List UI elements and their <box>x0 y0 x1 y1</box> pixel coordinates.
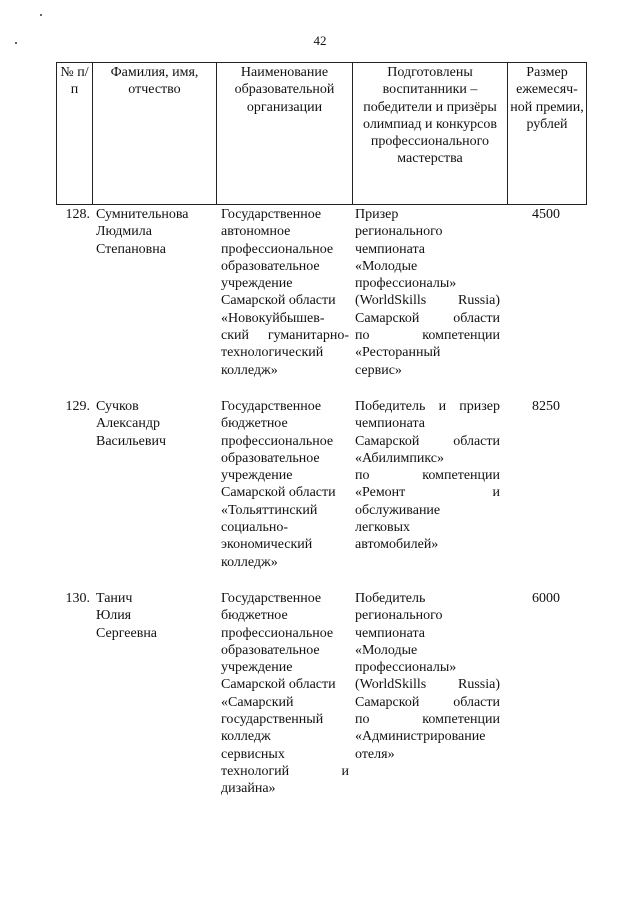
organization-name <box>221 590 349 798</box>
text-line: учреждение <box>221 276 293 292</box>
text-line: Сергеевна <box>96 625 158 641</box>
text-line: профессиональное <box>221 433 334 449</box>
text-line: Победитель <box>355 591 426 606</box>
text-line: «Молодые <box>355 642 418 658</box>
text-line: учреждение <box>221 468 293 484</box>
person-name <box>96 206 216 258</box>
column-header-achievement: Подготовлены воспитанники – победители и призёры олимпиад и конкурсов профессионального мастерства <box>353 63 508 205</box>
text-line: колледж <box>221 729 271 745</box>
text-line: Государственное <box>221 591 322 606</box>
text-line: Самарской области <box>355 310 500 326</box>
text-line: Победитель и призер <box>355 399 500 414</box>
text-line: экономический <box>221 537 313 553</box>
text-line: (WorldSkills Russia) <box>355 677 500 693</box>
text-line: сервис» <box>355 362 402 378</box>
text-line: образовательное <box>221 642 320 658</box>
text-line: «Ресторанный <box>355 345 441 361</box>
bonus-amount: 8250 <box>532 399 560 414</box>
text-line: социально- <box>221 520 289 536</box>
column-header-name: Фамилия, имя, отчество <box>93 63 217 205</box>
achievement-text <box>355 398 500 554</box>
text-line: ский гуманитарно- <box>221 328 349 344</box>
text-line: по компетенции <box>355 468 500 484</box>
text-line: Государственное <box>221 207 322 222</box>
text-line: бюджетное <box>221 416 288 432</box>
text-line: обслуживание <box>355 502 441 518</box>
text-line: чемпионата <box>355 241 425 257</box>
text-line: Александр <box>96 416 160 432</box>
text-line: чемпионата <box>355 416 425 432</box>
bonus-amount: 4500 <box>532 207 560 222</box>
text-line: Самарской области <box>221 485 336 501</box>
text-line: «Новокуйбышев- <box>221 310 325 326</box>
text-line: регионального <box>355 224 443 240</box>
text-line: «Администрирование <box>355 729 486 745</box>
text-line: колледж» <box>221 554 278 570</box>
text-line: «Ремонт и <box>355 485 500 501</box>
text-line: профессиональное <box>221 625 334 641</box>
text-line: учреждение <box>221 660 293 676</box>
text-line: технологий и <box>221 763 349 779</box>
person-name <box>96 590 216 642</box>
text-line: образовательное <box>221 258 320 274</box>
row-number: 130. <box>65 591 90 606</box>
text-line: технологический <box>221 345 324 361</box>
text-line: профессиональное <box>221 241 334 257</box>
text-line: Степановна <box>96 241 166 257</box>
text-line: профессионалы» <box>355 276 457 292</box>
text-line: Призер <box>355 207 399 222</box>
text-line: Самарской области <box>221 677 336 693</box>
text-line: Юлия <box>96 608 132 624</box>
text-line: по компетенции <box>355 328 500 344</box>
text-line: дизайна» <box>221 781 276 797</box>
organization-name <box>221 398 349 571</box>
text-line: автомобилей» <box>355 537 439 553</box>
text-line: профессионалы» <box>355 660 457 676</box>
achievement-text <box>355 206 500 379</box>
text-line: регионального <box>355 608 443 624</box>
column-header-num: № п/п <box>57 63 93 205</box>
column-header-organization: Наименование образовательной организации <box>217 63 353 205</box>
text-line: образовательное <box>221 450 320 466</box>
page-number: 42 <box>313 33 327 48</box>
text-line: Самарской области <box>355 433 500 449</box>
text-line: легковых <box>355 520 411 536</box>
text-line: бюджетное <box>221 608 288 624</box>
achievement-text <box>355 590 500 763</box>
text-line: автономное <box>221 224 291 240</box>
text-line: (WorldSkills Russia) <box>355 293 500 309</box>
row-number: 129. <box>65 399 90 414</box>
organization-name <box>221 206 349 379</box>
text-line: Сучков <box>96 399 139 414</box>
text-line: «Тольяттинский <box>221 502 318 518</box>
text-line: колледж» <box>221 362 278 378</box>
text-line: Людмила <box>96 224 152 240</box>
text-line: «Абилимпикс» <box>355 450 445 466</box>
text-line: Самарской области <box>221 293 336 309</box>
text-line: Танич <box>96 591 133 606</box>
text-line: чемпионата <box>355 625 425 641</box>
text-line: по компетенции <box>355 712 500 728</box>
table-header <box>56 62 587 205</box>
text-line: государственный <box>221 712 324 728</box>
text-line: Сумнительнова <box>96 207 189 222</box>
person-name <box>96 398 216 450</box>
text-line: сервисных <box>221 746 285 762</box>
text-line: «Молодые <box>355 258 418 274</box>
scan-speck <box>40 14 42 16</box>
text-line: «Самарский <box>221 694 294 710</box>
bonus-amount: 6000 <box>532 591 560 606</box>
text-line: Государственное <box>221 399 322 414</box>
text-line: отеля» <box>355 746 395 762</box>
text-line: Васильевич <box>96 433 166 449</box>
row-number: 128. <box>65 207 90 222</box>
text-line: Самарской области <box>355 694 500 710</box>
column-header-amount: Размер ежемесяч-ной премии, рублей <box>508 63 587 205</box>
